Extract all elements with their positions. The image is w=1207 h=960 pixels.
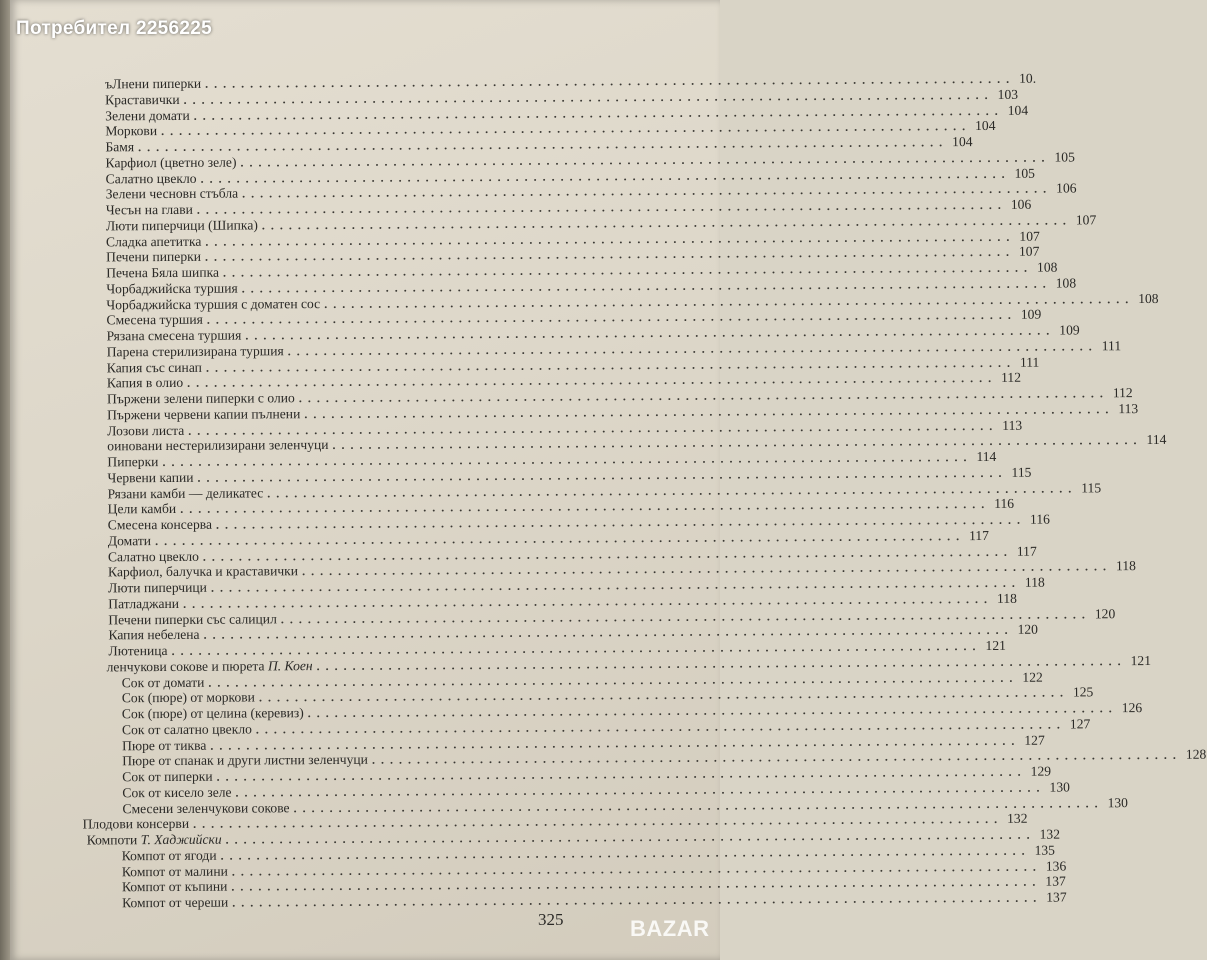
toc-entry-page: 128 — [1185, 746, 1207, 763]
toc-leader-dots: .......................................................................................... — [245, 323, 1056, 343]
toc-entry-title-text: Сок от салатно цвекло — [121, 721, 252, 738]
toc-entry-title — [105, 138, 134, 155]
toc-entry-page: 107 — [1018, 243, 1040, 260]
toc-entry-author: П. Коен — [267, 657, 313, 674]
toc-entry-title-text: оиновани нестерилизирани зеленчуци — [107, 437, 329, 454]
toc-leader-dots: .......................................................................................... — [182, 591, 994, 611]
toc-entry-page: 127 — [1069, 716, 1091, 732]
toc-entry-page: 115 — [1011, 464, 1032, 480]
toc-entry-title-text: Смесена туршия — [106, 312, 203, 328]
toc-entry-page: 109 — [1020, 306, 1042, 323]
toc-leader-dots: .......................................................................................... — [261, 213, 1072, 233]
toc-leader-dots: .......................................................................................... — [267, 480, 1078, 500]
toc-entry-page: 117 — [968, 527, 989, 543]
toc-entry-title — [108, 500, 177, 517]
toc-leader-dots: .......................................................................................... — [304, 401, 1115, 421]
toc-entry-title — [108, 532, 151, 549]
toc-leader-dots: .......................................................................................... — [171, 639, 982, 658]
toc-leader-dots: .......................................................................................... — [231, 874, 1042, 894]
toc-entry-title-text: Сок от домати — [121, 674, 205, 690]
toc-entry-title — [108, 642, 167, 659]
toc-leader-dots: .......................................................................................... — [188, 418, 999, 438]
toc-leader-dots: .......................................................................................... — [222, 260, 1034, 280]
toc-entry-title-text: Патладжани — [108, 595, 180, 612]
toc-leader-dots: .......................................................................................... — [180, 497, 991, 517]
toc-entry-page: 106 — [1010, 196, 1032, 212]
toc-leader-dots: .......................................................................................... — [316, 653, 1127, 673]
toc-leader-dots: .......................................................................................... — [293, 795, 1104, 815]
toc-entry-page: 109 — [1059, 322, 1080, 338]
toc-entry-page: 132 — [1039, 826, 1061, 842]
toc-leader-dots: .......................................................................................... — [216, 764, 1027, 784]
toc-entry-title-text: Лютеница — [108, 642, 168, 659]
toc-entry-title-text: Капия в олио — [106, 375, 184, 391]
toc-entry-title-text: Плодови консерви — [82, 816, 190, 832]
toc-leader-dots: .......................................................................................... — [232, 890, 1043, 910]
toc-leader-dots: .......................................................................................... — [210, 733, 1021, 753]
toc-entry-title-text: Компот от ягоди — [121, 847, 217, 864]
toc-entry-title — [107, 453, 158, 470]
toc-leader-dots: .......................................................................................... — [208, 670, 1019, 690]
toc-leader-dots: .......................................................................................... — [210, 575, 1021, 595]
toc-entry-page: 129 — [1030, 763, 1052, 779]
toc-entry-page: 112 — [1001, 370, 1022, 386]
toc-entry-title-text: Люти пиперчици — [108, 579, 207, 596]
toc-leader-dots: .......................................................................................... — [332, 433, 1143, 453]
toc-entry-page: 125 — [1072, 684, 1094, 700]
toc-leader-dots: .......................................................................................... — [280, 606, 1091, 626]
toc-entry-title-text: Рязана смесена туршия — [106, 327, 242, 344]
toc-leader-dots: .......................................................................................... — [324, 291, 1135, 311]
toc-entry-page: 111 — [1101, 337, 1122, 354]
toc-entry-page: 107 — [1019, 228, 1040, 244]
toc-entry-page: 108 — [1055, 275, 1077, 291]
toc-entry-title-text: Чорбаджийска туршия с доматен сос — [106, 295, 321, 312]
toc-leader-dots: .......................................................................................... — [193, 103, 1004, 123]
toc-entry-page: 135 — [1034, 842, 1055, 858]
toc-entry-title-text: Пюре от спанак и други листни зеленчуци — [122, 752, 368, 769]
toc-leader-dots: .......................................................................................... — [258, 685, 1069, 705]
toc-entry-title-text: Карфиол, балучка и краставички — [107, 563, 299, 580]
toc-entry-title-text: Лозови листа — [107, 422, 185, 438]
toc-leader-dots: .......................................................................................... — [197, 465, 1008, 485]
toc-entry-title-text: Компот от малини — [121, 863, 228, 879]
toc-entry-title-text: Сладка апетитка — [105, 233, 202, 249]
toc-leader-dots: .......................................................................................... — [235, 780, 1046, 800]
toc-entry-title-text: Пържени червени капии пълнени — [107, 405, 301, 423]
toc-entry — [122, 889, 1067, 911]
toc-leader-dots: .......................................................................................... — [205, 71, 1016, 91]
toc-entry-title-text: Салатно цвекло — [107, 548, 199, 564]
toc-entry-page: 120 — [1017, 621, 1038, 638]
toc-entry-title-text: Салатно цвекло — [105, 170, 197, 186]
toc-entry-page: 137 — [1046, 889, 1067, 905]
toc-leader-dots: .......................................................................................... — [298, 386, 1109, 406]
toc-entry-title-text: Бамя — [105, 139, 135, 155]
toc-leader-dots: .......................................................................................... — [240, 150, 1051, 170]
toc-entry-page: 104 — [975, 118, 996, 134]
toc-entry-page: 121 — [985, 637, 1006, 653]
toc-leader-dots: .......................................................................................... — [302, 559, 1113, 579]
watermark-logo: BAZAR — [630, 916, 710, 941]
toc-entry-page: 116 — [994, 496, 1015, 512]
toc-entry-page: 130 — [1107, 794, 1128, 810]
toc-entry-title-text: Домати — [107, 532, 152, 549]
toc-entry-title — [108, 595, 179, 612]
toc-entry-title-text: Зелени чесновн стъбла — [105, 185, 239, 202]
toc-leader-dots: .......................................................................................... — [162, 450, 973, 470]
toc-leader-dots: .......................................................................................... — [200, 166, 1011, 186]
toc-entry-page: 107 — [1075, 212, 1097, 228]
toc-leader-dots: .......................................................................................... — [225, 827, 1036, 847]
toc-leader-dots: .......................................................................................... — [241, 276, 1052, 296]
toc-entry-page: 122 — [1022, 669, 1043, 685]
toc-entry-title-text: Червени капии — [107, 469, 194, 486]
toc-entry-page: 105 — [1054, 149, 1075, 165]
toc-leader-dots: .......................................................................................... — [220, 843, 1031, 863]
toc-entry-page: 104 — [1007, 102, 1029, 118]
toc-entry-page: 111 — [1019, 354, 1040, 370]
toc-leader-dots: .......................................................................................... — [204, 245, 1016, 265]
toc-leader-dots: .......................................................................................... — [242, 181, 1053, 201]
toc-leader-dots: .......................................................................................... — [206, 308, 1017, 327]
toc-entry-title-text: Карфиол (цветно зеле) — [105, 154, 237, 171]
toc-entry-title-text: Чорбаджийска туршия — [106, 280, 238, 297]
toc-entry-title-text: ъЛнени пиперки — [105, 75, 202, 92]
toc-entry-title-text: Печени пиперки със салицил — [108, 610, 277, 627]
toc-entry-page: 114 — [976, 448, 997, 465]
toc-leader-dots: .......................................................................................... — [231, 859, 1042, 879]
toc-leader-dots: .......................................................................................... — [205, 355, 1016, 375]
toc-entry-page: 104 — [952, 134, 973, 150]
toc-leader-dots: .......................................................................................... — [187, 371, 998, 391]
toc-entry-page: 121 — [1130, 652, 1152, 668]
toc-entry-title-text: Компоти — [86, 832, 141, 848]
user-label: Потребител 2256225 — [16, 18, 213, 39]
toc-entry-title-text: Сок от пиперки — [122, 768, 213, 785]
page-number: 325 — [538, 910, 564, 929]
toc-entry-title-text: Пиперки — [107, 454, 159, 470]
toc-entry-title-text: Капия със синап — [106, 359, 202, 375]
toc-entry-page: 130 — [1049, 779, 1070, 795]
toc-entry-title-text: Печена Бяла шипка — [106, 264, 220, 281]
toc-entry-page: 118 — [1024, 574, 1045, 590]
toc-entry-page: 113 — [1002, 417, 1023, 433]
toc-entry-page: 126 — [1121, 700, 1143, 716]
toc-entry-title — [105, 122, 157, 139]
toc-entry-title-text: Цели камби — [107, 501, 177, 517]
toc-leader-dots: .......................................................................................... — [205, 229, 1016, 249]
toc-entry-title-text: Моркови — [105, 123, 158, 139]
toc-leader-dots: .......................................................................................... — [202, 544, 1013, 564]
toc-entry-page: 132 — [1007, 810, 1028, 827]
toc-entry-title — [122, 894, 228, 912]
toc-leader-dots: .......................................................................................... — [193, 812, 1004, 832]
toc-entry-page: 108 — [1138, 290, 1159, 306]
toc-entry-title-text: Компот от къпини — [121, 878, 228, 895]
toc-entry-page: 117 — [1016, 543, 1037, 559]
toc-entry-page: 103 — [997, 86, 1019, 102]
toc-entry-page: 10. — [1019, 70, 1037, 86]
toc-entry-title-text: Сок (пюре) от целина (керевиз) — [121, 705, 304, 722]
toc-entry-page: 118 — [996, 590, 1017, 606]
toc-entry-page: 118 — [1115, 558, 1136, 574]
toc-entry-title-text: ленчукови сокове и пюрета — [106, 658, 268, 675]
toc-entry-title-text: Пържени зелени пиперки с олио — [106, 390, 295, 407]
toc-leader-dots: .......................................................................................... — [203, 623, 1014, 643]
toc-entry-page: 116 — [1029, 511, 1050, 527]
toc-entry-page: 106 — [1056, 180, 1077, 196]
toc-entry-page: 136 — [1045, 858, 1067, 874]
toc-entry-title-text: Сок (пюре) от моркови — [121, 689, 255, 706]
toc-entry-title-text: Пюре от тиква — [122, 737, 207, 753]
toc-leader-dots: .......................................................................................... — [371, 748, 1182, 767]
toc-entry-page: 113 — [1118, 400, 1139, 416]
toc-entry-title-text: Сок от кисело зеле — [122, 784, 232, 801]
toc-leader-dots: .......................................................................................... — [215, 512, 1027, 532]
toc-leader-dots: .......................................................................................... — [307, 701, 1118, 721]
toc-entry-page: 105 — [1014, 165, 1035, 181]
toc-entry-title-text: Краставички — [105, 91, 180, 108]
toc-entry-title-text: Рязани камби — деликатес — [107, 484, 264, 501]
toc-leader-dots: .......................................................................................... — [161, 119, 972, 139]
toc-leader-dots: .......................................................................................... — [155, 528, 966, 548]
toc-entry-title-text: Зелени домати — [105, 107, 190, 123]
toc-entry-title-text: Люти пиперчици (Шипка) — [105, 217, 258, 234]
toc-entry-title-text: Парена стерилизирана туршия — [106, 343, 284, 360]
toc-entry-page: 137 — [1045, 873, 1066, 889]
toc-leader-dots: .......................................................................................... — [255, 717, 1066, 737]
toc-entry-page: 115 — [1081, 479, 1102, 495]
toc-entry-page: 120 — [1094, 605, 1116, 621]
toc-entry-title-text: Смесена консерва — [107, 516, 213, 533]
toc-leader-dots: .......................................................................................... — [183, 87, 994, 107]
toc-entry-page: 114 — [1146, 432, 1167, 448]
toc-entry-title-text: Печени пиперки — [106, 249, 202, 265]
toc-entry-title-text: Капия небелена — [108, 627, 200, 643]
toc-entry-title-text: Смесени зеленчукови сокове — [122, 799, 290, 816]
toc-entry-page: 112 — [1112, 385, 1133, 401]
toc-leader-dots: .......................................................................................... — [287, 339, 1098, 358]
toc-leader-dots: .......................................................................................... — [138, 135, 949, 155]
toc-entry-title-text: Компот от череши — [122, 894, 229, 911]
toc-entry-page: 108 — [1036, 259, 1058, 275]
toc-leader-dots: .......................................................................................... — [196, 197, 1007, 217]
toc-entry-title-text: Чесън на глави — [105, 201, 193, 218]
toc-entry-page: 127 — [1024, 732, 1045, 748]
toc-entry-author: Т. Хаджийски — [140, 831, 222, 848]
